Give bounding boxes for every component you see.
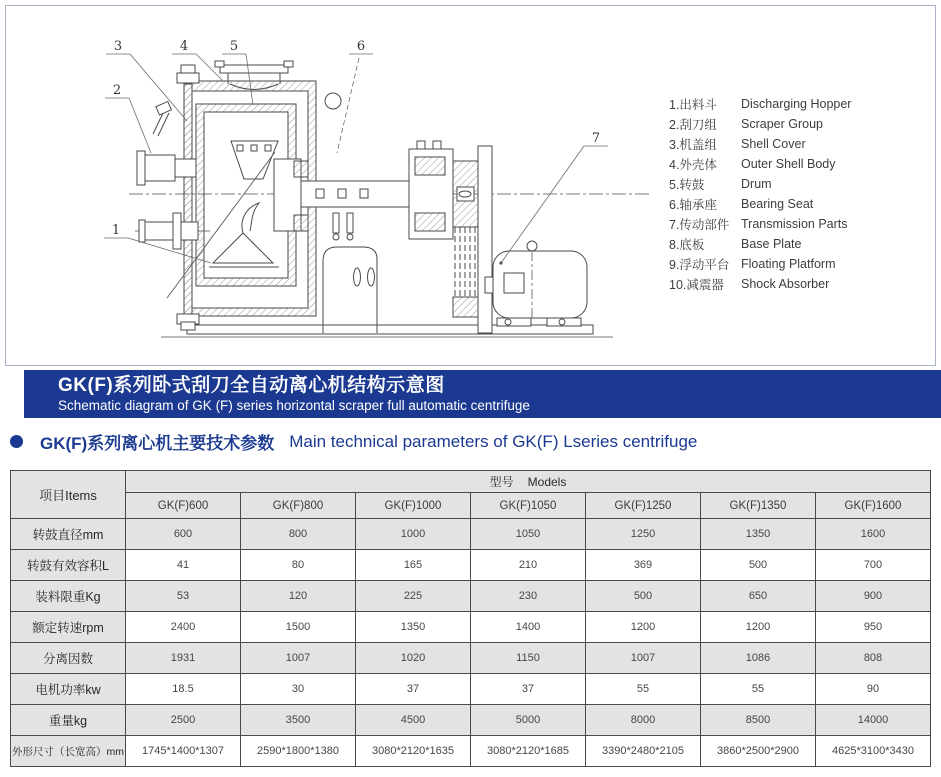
legend-zh: 9.浮动平台 [669, 258, 730, 272]
row-label: 额定转速rpm [11, 612, 126, 643]
model-name-cell: GK(F)1600 [816, 493, 931, 519]
legend-en: Outer Shell Body [741, 157, 836, 171]
feed-flange [137, 151, 145, 185]
legend-en: Drum [741, 177, 772, 191]
cell-value: 900 [816, 581, 931, 612]
cell-value: 1050 [471, 519, 586, 550]
bullet-icon [10, 435, 23, 448]
cell-value: 80 [241, 550, 356, 581]
cell-value: 1020 [356, 643, 471, 674]
table-row [11, 674, 931, 705]
callout-4: 4 [179, 39, 189, 54]
cell-value: 1000 [356, 519, 471, 550]
legend-zh: 4.外壳体 [669, 158, 717, 172]
legend-en: Floating Platform [741, 257, 836, 271]
legend-zh: 10.减震器 [669, 278, 724, 292]
model-name-cell: GK(F)1250 [586, 493, 701, 519]
model-name-cell: GK(F)600 [126, 493, 241, 519]
row-label: 重量kg [11, 705, 126, 736]
legend-item [669, 214, 919, 234]
callout-2: 2 [112, 83, 122, 98]
cell-value: 3500 [241, 705, 356, 736]
legend-en: Shell Cover [741, 137, 806, 151]
banner-title-en: Schematic diagram of GK (F) series horizontal scraper full automatic centrifuge [58, 398, 530, 413]
row-label: 外形尺寸（长宽高）mm [11, 736, 126, 767]
callout-7: 7 [591, 131, 601, 146]
floating-platform-column [478, 146, 492, 333]
cell-value: 5000 [471, 705, 586, 736]
legend-en: Bearing Seat [741, 197, 814, 211]
table-row [11, 736, 931, 767]
cell-value: 225 [356, 581, 471, 612]
cell-value: 700 [816, 550, 931, 581]
heading-zh: GK(F)系列离心机主要技术参数 [40, 434, 275, 453]
scraper-group [213, 233, 273, 263]
cell-value: 210 [471, 550, 586, 581]
row-label: 转鼓有效容积L [11, 550, 126, 581]
legend-item [669, 154, 919, 174]
title-banner [24, 370, 941, 418]
section-heading [10, 429, 697, 454]
cell-value: 500 [586, 581, 701, 612]
legend-en: Transmission Parts [741, 217, 848, 231]
cell-value: 37 [356, 674, 471, 705]
table-header-row-models [11, 471, 931, 493]
cell-value: 37 [471, 674, 586, 705]
cell-value: 1350 [356, 612, 471, 643]
model-name-cell: GK(F)800 [241, 493, 356, 519]
models-header-zh: 型号 [489, 475, 514, 489]
legend-item [669, 194, 919, 214]
legend-en: Shock Absorber [741, 277, 830, 291]
cell-value: 55 [586, 674, 701, 705]
cell-value: 1007 [241, 643, 356, 674]
cell-value: 8000 [586, 705, 701, 736]
legend-zh: 7.传动部件 [669, 218, 730, 232]
legend-en: Base Plate [741, 237, 802, 251]
legend-item [669, 234, 919, 254]
cell-value: 3860*2500*2900 [701, 736, 816, 767]
cell-value: 18.5 [126, 674, 241, 705]
cell-value: 2400 [126, 612, 241, 643]
cell-value: 950 [816, 612, 931, 643]
legend-item [669, 134, 919, 154]
base-plate [187, 325, 593, 334]
table-row [11, 550, 931, 581]
cell-value: 650 [701, 581, 816, 612]
row-label: 转鼓直径mm [11, 519, 126, 550]
cell-value: 808 [816, 643, 931, 674]
models-header-en: Models [527, 475, 567, 489]
row-label: 分离因数 [11, 643, 126, 674]
technical-parameters-table [10, 470, 931, 767]
cell-value: 165 [356, 550, 471, 581]
model-name-cell: GK(F)1350 [701, 493, 816, 519]
discharge-pipe [143, 222, 198, 240]
callout-1: 1 [111, 223, 121, 238]
heading-en: Main technical parameters of GK(F) Lseries centrifuge [289, 431, 698, 451]
cell-value: 800 [241, 519, 356, 550]
cell-value: 1200 [701, 612, 816, 643]
model-name-cell: GK(F)1050 [471, 493, 586, 519]
table-row [11, 519, 931, 550]
row-label: 电机功率kw [11, 674, 126, 705]
callout-6: 6 [356, 39, 366, 54]
table-header-row-names [11, 493, 931, 519]
cell-value: 3080*2120*1685 [471, 736, 586, 767]
cell-value: 1150 [471, 643, 586, 674]
cell-value: 2500 [126, 705, 241, 736]
models-header-cell [126, 471, 931, 493]
table-row [11, 643, 931, 674]
cell-value: 369 [586, 550, 701, 581]
cell-value: 1745*1400*1307 [126, 736, 241, 767]
callout-3: 3 [113, 39, 123, 54]
cell-value: 1086 [701, 643, 816, 674]
cell-value: 1250 [586, 519, 701, 550]
cell-value: 1350 [701, 519, 816, 550]
cell-value: 1200 [586, 612, 701, 643]
cell-value: 1931 [126, 643, 241, 674]
cell-value: 4500 [356, 705, 471, 736]
cell-value: 30 [241, 674, 356, 705]
cell-value: 120 [241, 581, 356, 612]
legend-zh: 1.出料斗 [669, 98, 717, 112]
row-label: 装料限重Kg [11, 581, 126, 612]
motor-pulley [453, 297, 478, 317]
legend-en: Scraper Group [741, 117, 823, 131]
table-row [11, 705, 931, 736]
legend-item [669, 174, 919, 194]
cell-value: 1500 [241, 612, 356, 643]
cell-value: 41 [126, 550, 241, 581]
legend-item [669, 114, 919, 134]
table-row [11, 581, 931, 612]
cell-value: 2590*1800*1380 [241, 736, 356, 767]
cell-value: 8500 [701, 705, 816, 736]
cell-value: 1600 [816, 519, 931, 550]
cell-value: 3390*2480*2105 [586, 736, 701, 767]
cell-value: 230 [471, 581, 586, 612]
legend-zh: 2.刮刀组 [669, 118, 717, 132]
items-header-cell: 项目Items [11, 471, 126, 519]
legend-zh: 3.机盖组 [669, 138, 717, 152]
legend-zh: 8.底板 [669, 238, 705, 252]
callout-5: 5 [229, 39, 239, 54]
cell-value: 90 [816, 674, 931, 705]
cell-value: 1007 [586, 643, 701, 674]
vent-port [325, 93, 341, 109]
cell-value: 14000 [816, 705, 931, 736]
cell-value: 4625*3100*3430 [816, 736, 931, 767]
schematic-panel [5, 5, 936, 366]
banner-title-zh: GK(F)系列卧式刮刀全自动离心机结构示意图 [58, 375, 445, 396]
model-name-cell: GK(F)1000 [356, 493, 471, 519]
legend-item [669, 274, 919, 294]
feed-inlet-flange [220, 65, 288, 73]
cell-value: 55 [701, 674, 816, 705]
cell-value: 600 [126, 519, 241, 550]
legend-en: Discharging Hopper [741, 97, 852, 111]
cell-value: 3080*2120*1635 [356, 736, 471, 767]
cell-value: 1400 [471, 612, 586, 643]
legend-item [669, 94, 919, 114]
parts-legend [669, 94, 919, 294]
legend-zh: 6.轴承座 [669, 198, 717, 212]
cell-value: 500 [701, 550, 816, 581]
cell-value: 53 [126, 581, 241, 612]
table-row [11, 612, 931, 643]
legend-zh: 5.转鼓 [669, 178, 705, 192]
legend-item [669, 254, 919, 274]
